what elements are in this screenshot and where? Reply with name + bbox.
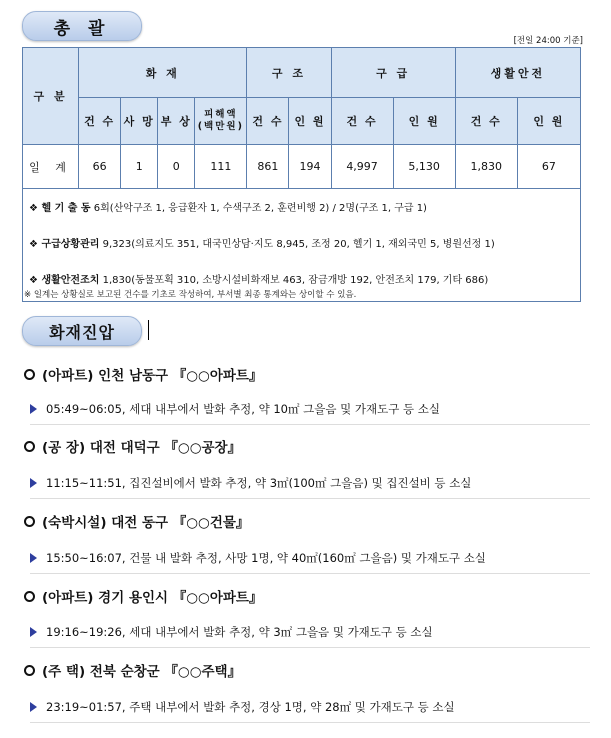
fire-item-detail-text: 19:16~19:26, 세대 내부에서 발화 추정, 약 3㎡ 그을음 및 가재도구 등 소실 (46, 625, 433, 639)
summary-heading: 총 괄 (22, 11, 142, 41)
note-ems-text: 9,323(의료지도 351, 대국민상담·지도 8,945, 조정 20, 헬기 1, 재외국민 5, 병원선정 1) (99, 239, 495, 250)
fire-item-title-text: (주 택) 전북 순창군 『○○주택』 (42, 664, 242, 680)
summary-table (22, 47, 581, 302)
note-ems-label: ❖ 구급상황관리 (29, 239, 100, 250)
triangle-bullet-icon (30, 478, 37, 488)
fire-item-title-text: (공 장) 대전 대덕구 『○○공장』 (42, 440, 242, 456)
value-safety-people: 67 (517, 145, 580, 189)
triangle-bullet-icon (30, 404, 37, 414)
note-helicopter-label: ❖ 헬 기 출 동 (29, 203, 91, 214)
header-safety: 생활안전 (455, 48, 580, 98)
value-fire-deaths: 1 (121, 145, 158, 189)
fire-item-title (24, 660, 241, 680)
note-helicopter-text: 6회(산악구조 1, 응급환자 1, 수색구조 2, 훈련비행 2) / 2명(구조 1, 구급 1) (90, 203, 427, 214)
row-label-daily-total: 일 계 (23, 145, 79, 189)
value-fire-damage: 111 (195, 145, 247, 189)
subheader-ems-count: 건 수 (331, 98, 393, 145)
triangle-bullet-icon (30, 553, 37, 563)
standard-time-note: [전일 24:00 기준] (513, 36, 583, 46)
fire-item-detail-text: 05:49~06:05, 세대 내부에서 발화 추정, 약 10㎡ 그을음 및 가재도구 등 소실 (46, 402, 440, 416)
fire-item-detail-text: 11:15~11:51, 집진설비에서 발화 추정, 약 3㎡(100㎡ 그을음) 및 집진설비 등 소실 (46, 476, 472, 490)
circle-bullet-icon (24, 369, 35, 380)
text-cursor (148, 320, 149, 340)
fire-item-detail-text: 23:19~01:57, 주택 내부에서 발화 추정, 경상 1명, 약 28㎡ 및 가재도구 등 소실 (46, 700, 455, 714)
subheader-rescue-people: 인 원 (289, 98, 331, 145)
subheader-safety-count: 건 수 (455, 98, 517, 145)
note-safety-label: ❖ 생활안전조치 (29, 275, 100, 286)
fire-item-detail (30, 617, 590, 648)
header-gubun: 구 분 (23, 48, 79, 145)
note-helicopter (29, 191, 574, 227)
circle-bullet-icon (24, 591, 35, 602)
fire-item-title-text: (아파트) 경기 용인시 『○○아파트』 (42, 590, 263, 606)
fire-item-title-text: (숙박시설) 대전 동구 『○○건물』 (42, 515, 250, 531)
fire-item-title-text: (아파트) 인천 남동구 『○○아파트』 (42, 368, 263, 384)
fire-item-detail (30, 394, 590, 425)
triangle-bullet-icon (30, 702, 37, 712)
triangle-bullet-icon (30, 627, 37, 637)
subheader-damage-line2: (백만원) (197, 121, 244, 132)
value-safety-count: 1,830 (455, 145, 517, 189)
subheader-safety-people: 인 원 (517, 98, 580, 145)
value-fire-count: 66 (79, 145, 121, 189)
fire-item-title (24, 511, 249, 531)
subheader-fire-damage (195, 98, 247, 145)
value-fire-injuries: 0 (158, 145, 195, 189)
circle-bullet-icon (24, 516, 35, 527)
fire-item-title (24, 436, 241, 456)
value-rescue-people: 194 (289, 145, 331, 189)
header-fire: 화 재 (79, 48, 247, 98)
footnote: ※ 일계는 상황실로 보고된 건수를 기초로 작성하여, 부서별 최종 통계와는 상이할 수 있음. (24, 290, 357, 300)
subheader-fire-injuries: 부 상 (158, 98, 195, 145)
subheader-rescue-count: 건 수 (247, 98, 289, 145)
circle-bullet-icon (24, 441, 35, 452)
fire-item-detail-text: 15:50~16:07, 건물 내 발화 추정, 사망 1명, 약 40㎡(160㎡ 그을음) 및 가재도구 소실 (46, 551, 486, 565)
fire-item-detail (30, 692, 590, 723)
circle-bullet-icon (24, 665, 35, 676)
note-ems-management (29, 227, 574, 263)
fire-item-title (24, 364, 262, 384)
value-ems-count: 4,997 (331, 145, 393, 189)
note-safety-text: 1,830(동물포획 310, 소방시설비화재보 463, 잠금개방 192, 안전조치 179, 기타 686) (99, 275, 489, 286)
fire-item-detail (30, 468, 590, 499)
fire-item-detail (30, 543, 590, 574)
subheader-ems-people: 인 원 (393, 98, 455, 145)
value-rescue-count: 861 (247, 145, 289, 189)
header-ems: 구 급 (331, 48, 455, 98)
value-ems-people: 5,130 (393, 145, 455, 189)
subheader-fire-deaths: 사 망 (121, 98, 158, 145)
subheader-fire-count: 건 수 (79, 98, 121, 145)
fire-item-title (24, 586, 262, 606)
fire-heading: 화재진압 (22, 316, 142, 346)
subheader-damage-line1: 피해액 (204, 109, 238, 120)
notes-cell (23, 189, 581, 302)
header-rescue: 구 조 (247, 48, 331, 98)
